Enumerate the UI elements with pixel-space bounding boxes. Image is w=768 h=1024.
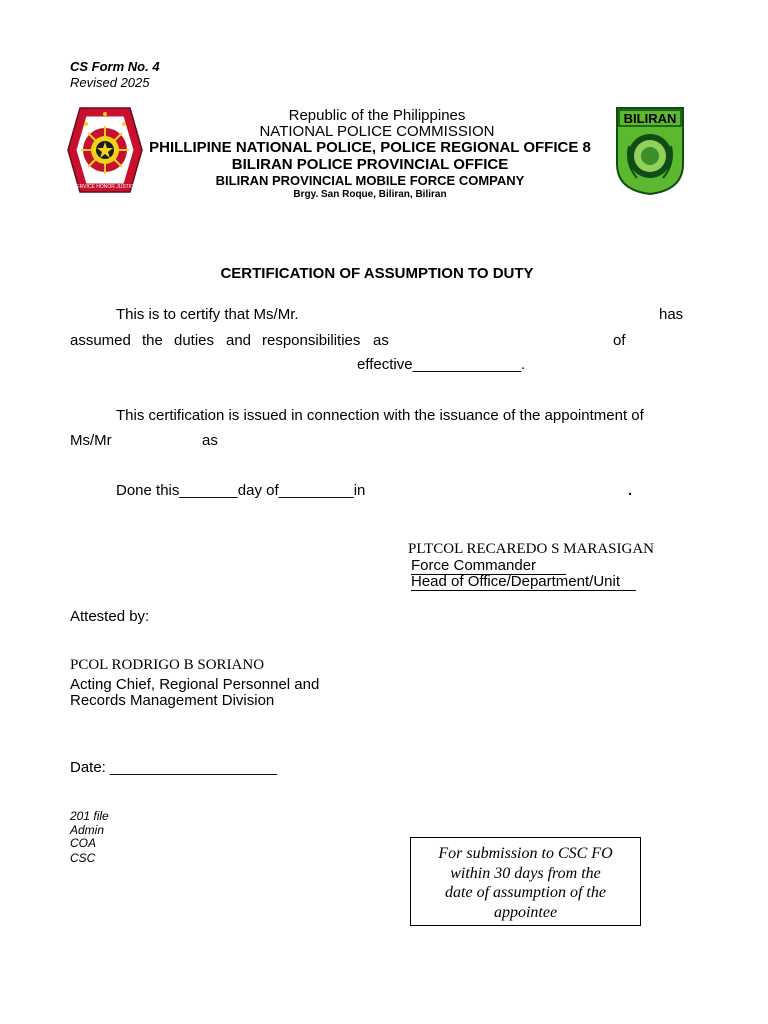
- header-address: Brgy. San Roque, Biliran, Biliran: [293, 189, 447, 200]
- note-line-2: within 30 days from the: [450, 864, 601, 882]
- signatory-office: [411, 574, 636, 591]
- para2-line1: This certification is issued in connection with the issuance of the appointment of: [116, 407, 644, 424]
- header-provincial-office: BILIRAN POLICE PROVINCIAL OFFICE: [231, 156, 509, 173]
- para1-assumed: assumed: [70, 332, 131, 349]
- date-line: Date: ____________________: [70, 759, 277, 776]
- para1-has: has: [659, 306, 684, 323]
- biliran-logo-text: BILIRAN: [623, 111, 677, 126]
- note-line-1: For submission to CSC FO: [438, 845, 613, 862]
- copy-admin: Admin: [70, 823, 105, 837]
- para1-responsibilities: responsibilities: [262, 332, 361, 349]
- para1-as: as: [373, 332, 389, 349]
- para1-of: of: [613, 332, 626, 349]
- para1-certify: This is to certify that Ms/Mr.: [116, 306, 299, 323]
- signatory-position-text: Force Commander: [411, 557, 537, 574]
- para1-effective: effective_____________.: [357, 356, 526, 373]
- copy-coa: COA: [70, 836, 97, 850]
- form-number: CS Form No. 4: [70, 59, 160, 74]
- header-napolcom: NATIONAL POLICE COMMISSION: [259, 123, 495, 140]
- copy-csc: CSC: [70, 851, 96, 865]
- para2-as: as: [202, 432, 218, 449]
- submission-note-box: [410, 837, 641, 926]
- para2-msmr: Ms/Mr: [70, 432, 112, 449]
- pnp-motto-text: SERVICE HONOR JUSTICE: [72, 184, 138, 190]
- header-mobile-force: BILIRAN PROVINCIAL MOBILE FORCE COMPANY: [215, 173, 525, 188]
- para1-the: the: [142, 332, 163, 349]
- note-line-4: appointee: [493, 903, 558, 921]
- para1-duties: duties: [174, 332, 215, 349]
- form-revision: Revised 2025: [70, 75, 150, 90]
- note-line-3: date of assumption of the: [445, 884, 606, 901]
- signatory-office-text: Head of Office/Department/Unit: [411, 573, 620, 590]
- attested-name: PCOL RODRIGO B SORIANO: [70, 657, 265, 673]
- attested-title-1: Acting Chief, Regional Personnel and: [70, 676, 320, 693]
- signatory-name: PLTCOL RECAREDO S MARASIGAN: [408, 541, 655, 557]
- copy-201-file: 201 file: [70, 809, 109, 823]
- done-this-line: Done this_______day of_________in: [116, 482, 366, 499]
- para1-and: and: [226, 332, 252, 349]
- document-title: CERTIFICATION OF ASSUMPTION TO DUTY: [220, 265, 534, 282]
- attested-title-2: Records Management Division: [70, 692, 275, 709]
- done-period: .: [628, 482, 633, 499]
- header-pnp-region: PHILLIPINE NATIONAL POLICE, POLICE REGIONAL OFFICE 8: [149, 139, 591, 156]
- attested-label: Attested by:: [70, 608, 150, 625]
- header-republic: Republic of the Philippines: [288, 107, 466, 124]
